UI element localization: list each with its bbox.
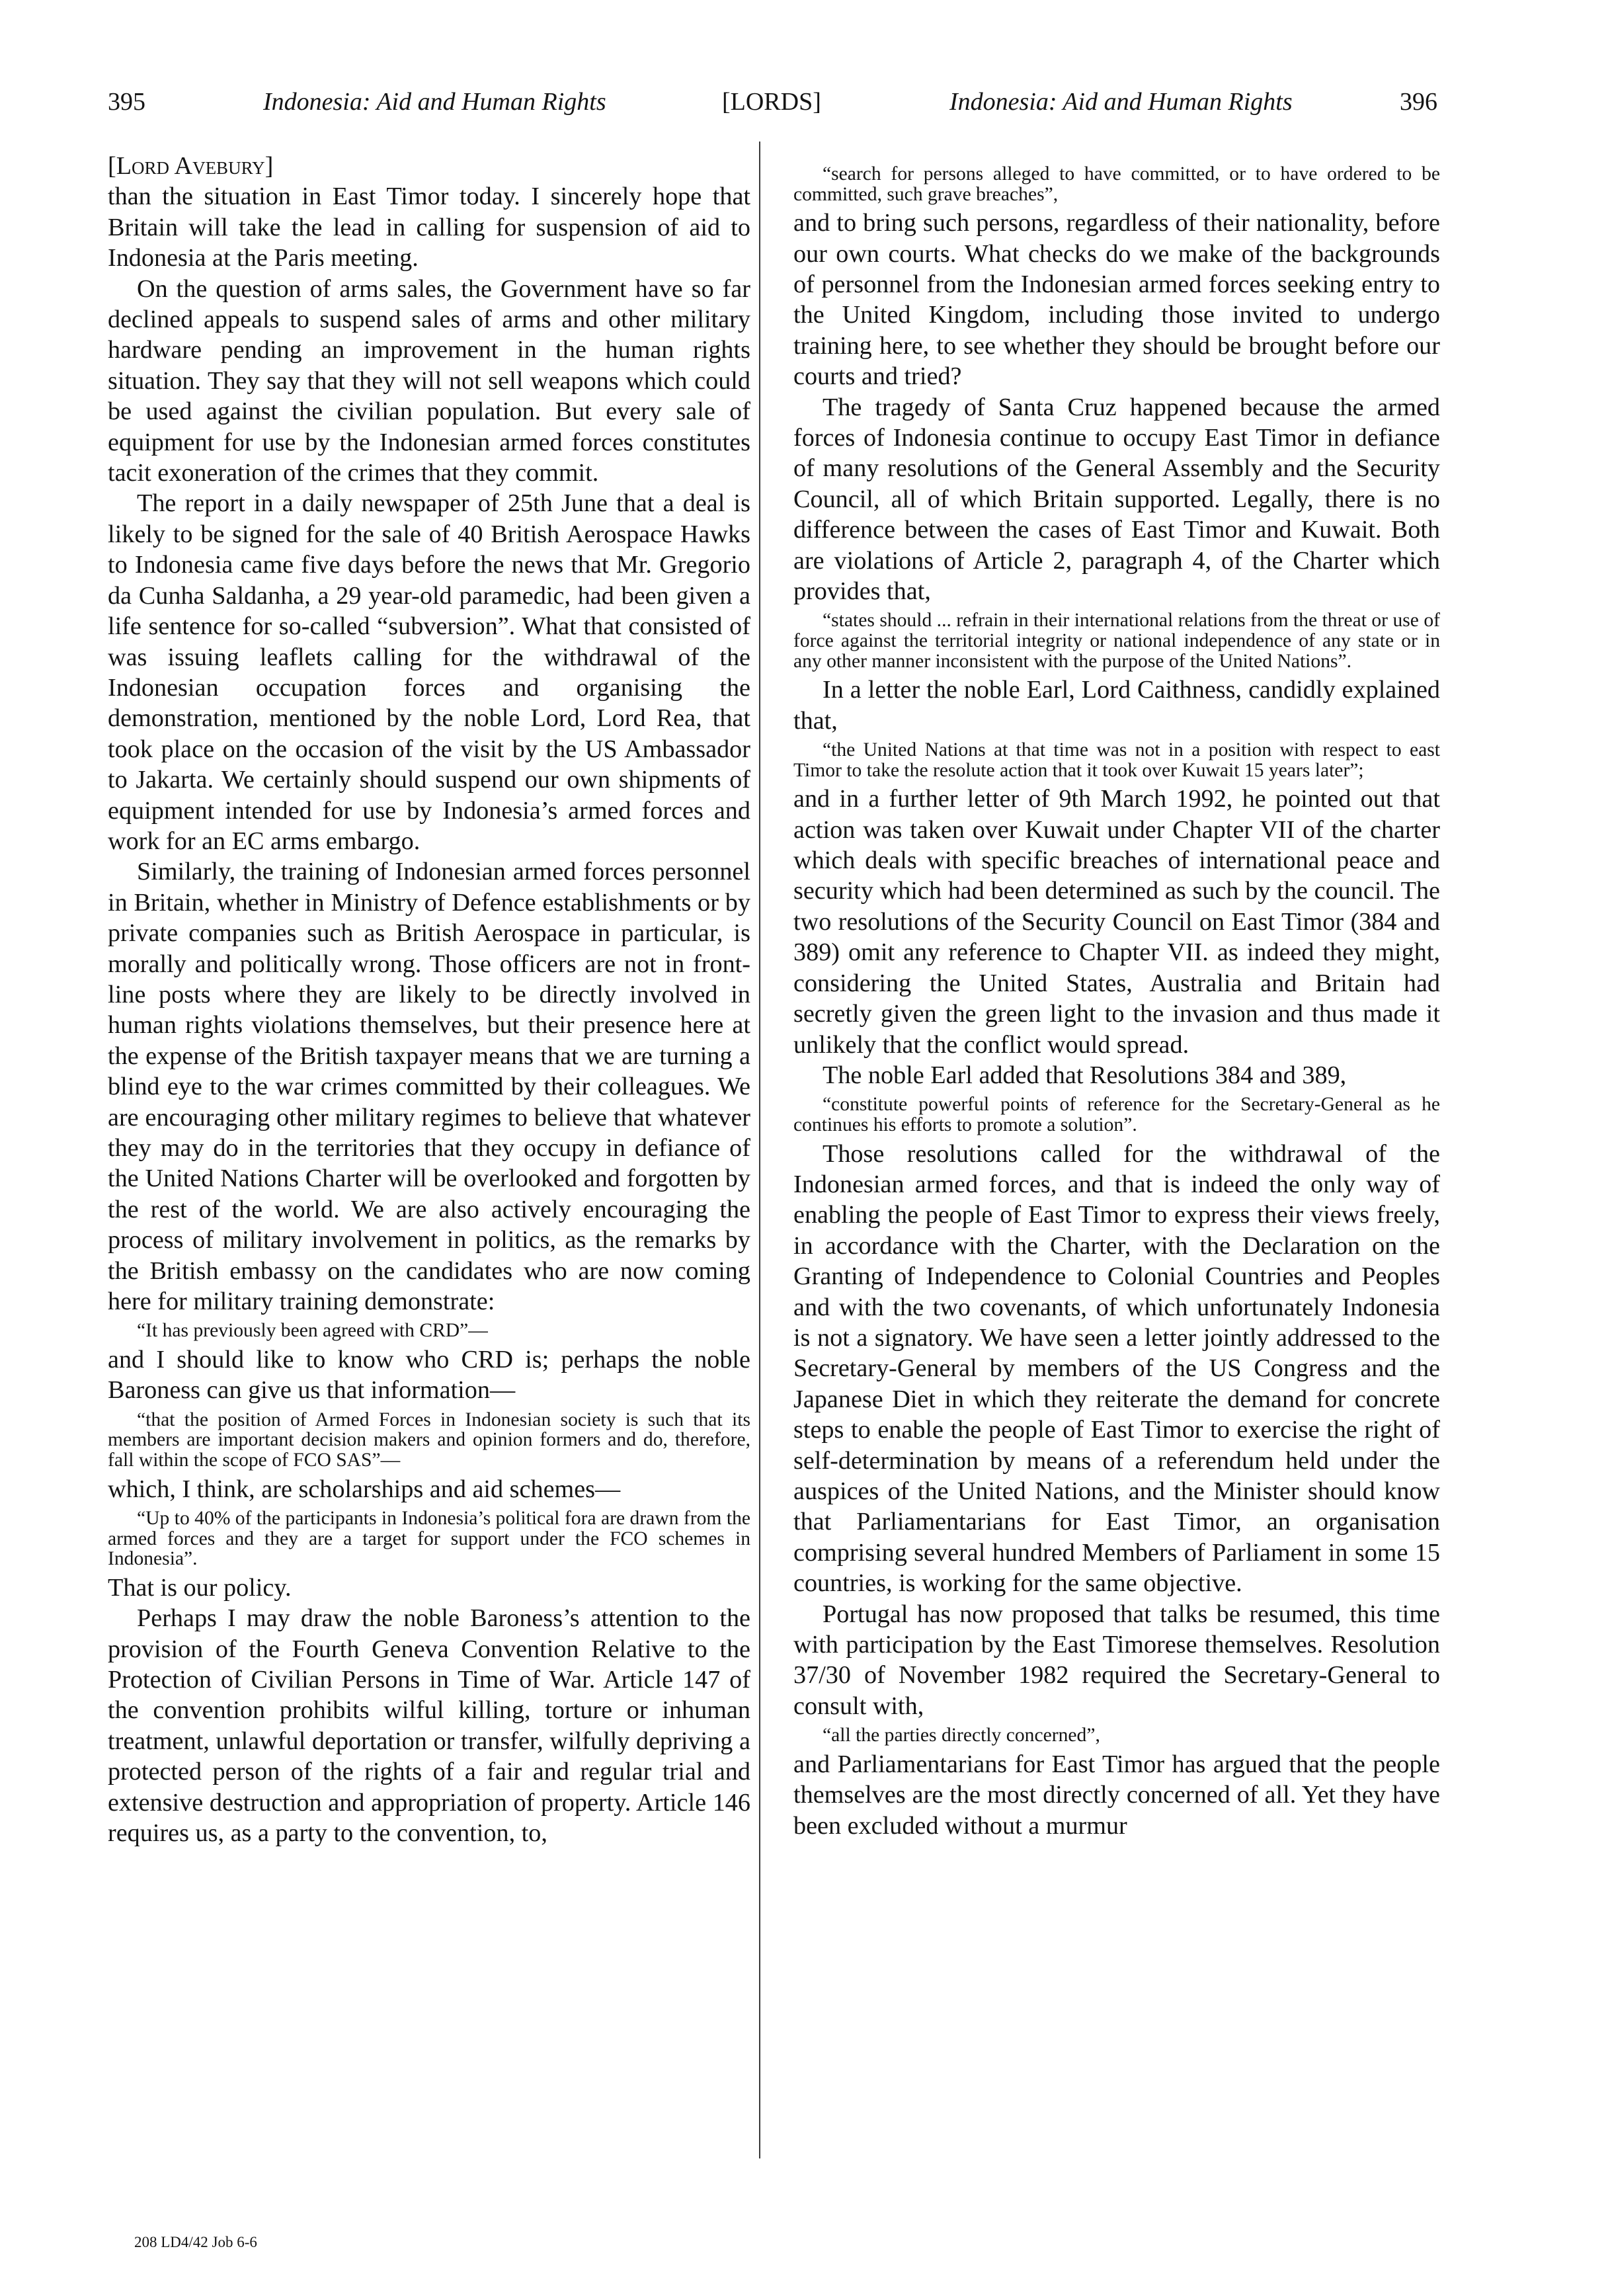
quotation: “search for persons alleged to have committed, or to have ordered to be committed, such grave breaches”, bbox=[793, 163, 1440, 205]
paragraph: That is our policy. bbox=[108, 1573, 292, 1602]
running-title-right: Indonesia: Aid and Human Rights bbox=[949, 88, 1293, 116]
paragraph: The tragedy of Santa Cruz happened because the armed forces of Indonesia continue to occupy East Timor in defiance of many resolutions of the General Assembly and the Security Council, all of which Britain supported. Legally, there is no difference between the cases of East Timor and Kuwait. Both are violations of Article 2, paragraph 4, of the Charter which provides that, bbox=[793, 393, 1440, 606]
paragraph: The noble Earl added that Resolutions 384 and 389, bbox=[823, 1061, 1347, 1089]
left-column bbox=[108, 151, 750, 1848]
house-label: [LORDS] bbox=[722, 88, 821, 116]
paragraph: and to bring such persons, regardless of their nationality, before our own courts. What checks do we make of the backgrounds of personnel from the Indonesian armed forces seeking entry to the United Kingdom, including those invited to undergo training here, to see whether they should be brought before our courts and tried? bbox=[793, 209, 1440, 391]
paragraph: Portugal has now proposed that talks be resumed, this time with participation by the East Timorese themselves. Resolution 37/30 of November 1982 required the Secretary-General to consult with, bbox=[793, 1600, 1440, 1720]
paragraph: and in a further letter of 9th March 1992, he pointed out that action was taken over Kuwait under Chapter VII of the charter which deals with specific breaches of international peace and security which had been determined as such by the council. The two resolutions of the Security Council on East Timor (384 and 389) omit any reference to Chapter VII. as indeed they might, considering the United States, Australia and Britain had secretly given the green light to the invasion and thus made it unlikely that the conflict would spread. bbox=[793, 785, 1440, 1059]
quotation: “states should ... refrain in their international relations from the threat or use of force against the territorial integrity or national independence of any state or in any other manner inconsistent with the purpose of the United Nations”. bbox=[793, 610, 1440, 672]
paragraph: which, I think, are scholarships and aid schemes— bbox=[108, 1475, 621, 1503]
paragraph: Those resolutions called for the withdrawal of the Indonesian armed forces, and that is indeed the only way of enabling the people of East Timor to express their views freely, in accordance with the Charter, with the Declaration on the Granting of Independence to Colonial Countries and Peoples and with the two covenants, of which unfortunately Indonesia is not a signatory. We have seen a letter jointly addressed to the Secretary-General by members of the US Congress and the Japanese Diet in which they reiterate the demand for concrete steps to enable the people of East Timor to exercise the right of self-determination by means of a referendum held under the auspices of the United Nations, and the Minister should know that Parliamentarians for East Timor, an organisation comprising several hundred Members of Parliament in some 15 countries, is working for the same objective. bbox=[793, 1139, 1440, 1598]
page-number-right: 396 bbox=[1400, 88, 1437, 116]
quotation: “that the position of Armed Forces in Indonesian society is such that its members are important decision makers and opinion formers and do, therefore, fall within the scope of FCO SAS”— bbox=[108, 1409, 750, 1471]
quotation: “all the parties directly concerned”, bbox=[823, 1725, 1100, 1746]
paragraph: and I should like to know who CRD is; perhaps the noble Baroness can give us that information— bbox=[108, 1346, 750, 1405]
paragraph: than the situation in East Timor today. I sincerely hope that Britain will take the lead in calling for suspension of aid to Indonesia at the Paris meeting. bbox=[108, 183, 750, 272]
speaker-label: [Lord Avebury] bbox=[108, 152, 274, 180]
paragraph: Similarly, the training of Indonesian armed forces personnel in Britain, whether in Ministry of Defence establishments or by private companies such as British Aerospace in particular, is morally and politically wrong. Those officers are not in front-line posts where they are likely to be directly involved in human rights violations themselves, but their presence here at the expense of the British taxpayer means that we are turning a blind eye to the war crimes committed by their colleagues. We are encouraging other military regimes to believe that whatever they may do in the territories that they occupy in defiance of the United Nations Charter will be overlooked and forgotten by the rest of the world. We are also actively encouraging the process of military involvement in politics, as the remarks by the British embassy on the candidates who are now coming here for military training demonstrate: bbox=[108, 858, 750, 1316]
paragraph: In a letter the noble Earl, Lord Caithness, candidly explained that, bbox=[793, 676, 1440, 735]
right-column bbox=[793, 151, 1440, 1841]
quotation: “constitute powerful points of reference for the Secretary-General as he continues his efforts to promote a solution”. bbox=[793, 1094, 1440, 1135]
column-divider bbox=[759, 142, 760, 2158]
print-code: 208 LD4/42 Job 6-6 bbox=[134, 2234, 257, 2250]
paragraph: and Parliamentarians for East Timor has argued that the people themselves are the most directly concerned of all. Yet they have been excluded without a murmur bbox=[793, 1750, 1440, 1840]
quotation: “the United Nations at that time was not in a position with respect to east Timor to take the resolute action that it took over Kuwait 15 years later”; bbox=[793, 739, 1440, 781]
quotation: “Up to 40% of the participants in Indonesia’s political fora are drawn from the armed forces and they are a target for support under the FCO schemes in Indonesia”. bbox=[108, 1508, 750, 1570]
paragraph: On the question of arms sales, the Government have so far declined appeals to suspend sales of arms and other military hardware pending an improvement in the human rights situation. They say that they will not sell weapons which could be used against the civilian population. But every sale of equipment for use by the Indonesian armed forces constitutes tacit exoneration of the crimes that they commit. bbox=[108, 274, 750, 487]
paragraph: The report in a daily newspaper of 25th June that a deal is likely to be signed for the sale of 40 British Aerospace Hawks to Indonesia came five days before the news that Mr. Gregorio da Cunha Saldanha, a 29 year-old paramedic, had been given a life sentence for so-called “subversion”. What that consisted of was issuing leaflets calling for the withdrawal of the Indonesian occupation forces and organising the demonstration, mentioned by the noble Lord, Lord Rea, that took place on the occasion of the visit by the US Ambassador to Jakarta. We certainly should suspend our own shipments of equipment intended for use by Indonesia’s armed forces and work for an EC arms embargo. bbox=[108, 489, 750, 855]
paragraph: Perhaps I may draw the noble Baroness’s attention to the provision of the Fourth Geneva Convention Relative to the Protection of Civilian Persons in Time of War. Article 147 of the convention prohibits wilful killing, torture or inhuman treatment, unlawful deportation or transfer, wilfully depriving a protected person of the rights of a fair and regular trial and extensive destruction and appropriation of property. Article 146 requires us, as a party to the convention, to, bbox=[108, 1604, 750, 1848]
quotation: “It has previously been agreed with CRD”— bbox=[137, 1320, 488, 1342]
page-number-left: 395 bbox=[108, 88, 145, 116]
running-title-left: Indonesia: Aid and Human Rights bbox=[263, 88, 606, 116]
